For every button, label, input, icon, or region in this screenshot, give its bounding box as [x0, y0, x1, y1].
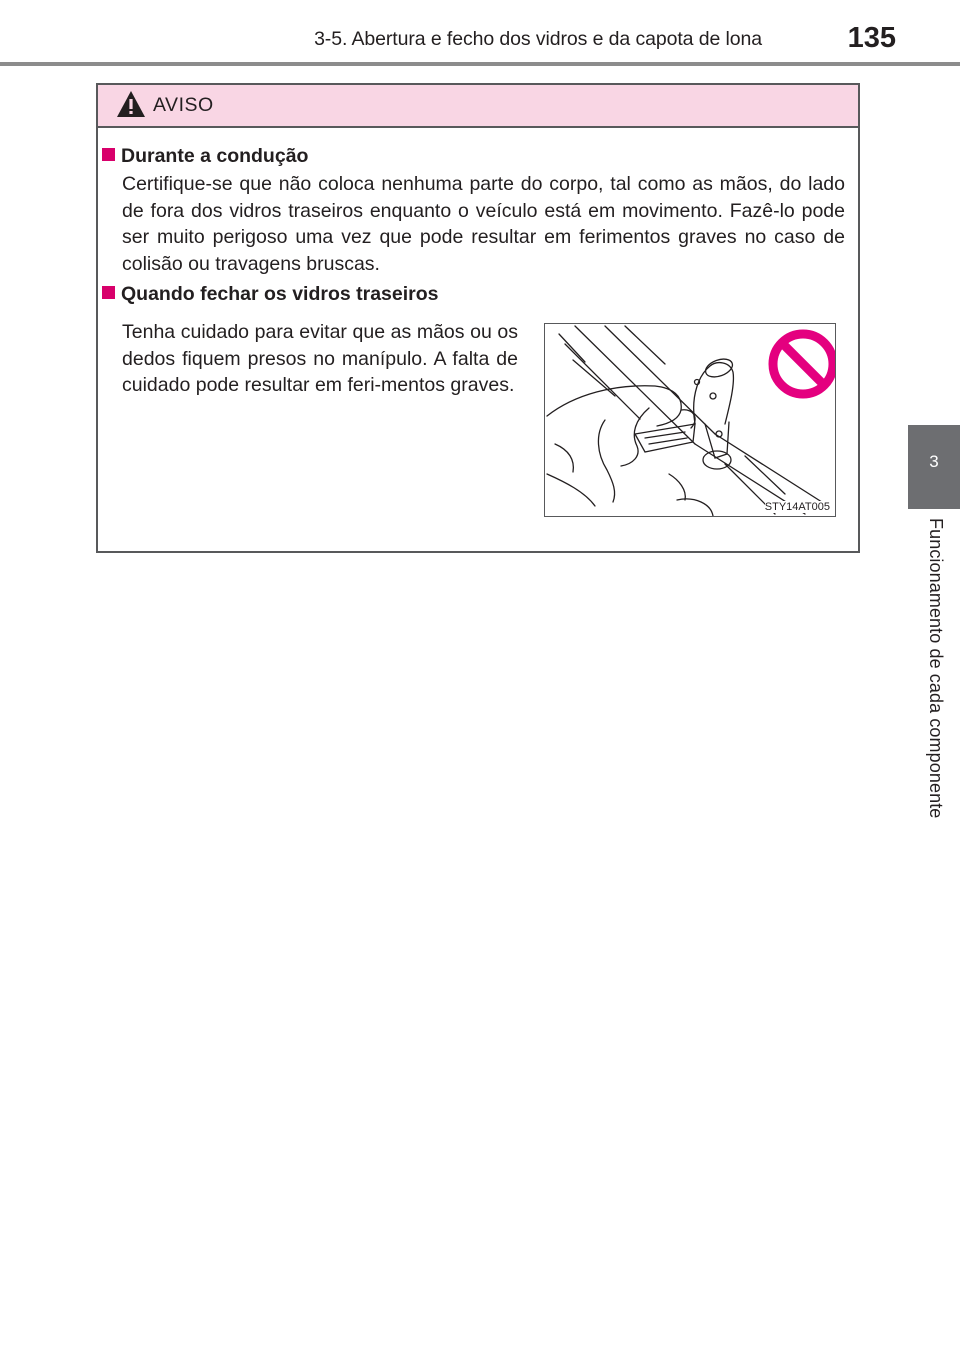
hand-handle-drawing	[545, 324, 836, 517]
section-body-driving: Certifique-se que não coloca nenhuma parte do corpo, tal como as mãos, do lado de fora dos vidros traseiros enquanto o veículo está em movimento. Fazê-lo pode ser muito perigoso uma vez que pode resultar em ferimentos graves no caso de colisão ou travagens bruscas.	[122, 173, 845, 275]
warning-header	[98, 85, 858, 128]
running-header-title: 3-5. Abertura e fecho dos vidros e da capota de lona	[314, 28, 762, 50]
prohibition-sign-icon	[773, 334, 833, 394]
illustration-hand-on-handle	[544, 323, 836, 517]
warning-box	[96, 83, 860, 553]
section-body-closing-windows: Tenha cuidado para evitar que as mãos ou os dedos fiquem presos no manípulo. A falta de cuidado pode resultar em feri-mentos graves.	[122, 321, 518, 396]
warning-label: AVISO	[153, 94, 214, 116]
figure-code: STY14AT005	[764, 501, 830, 513]
square-bullet-icon	[102, 148, 115, 161]
page-number: 135	[847, 22, 896, 54]
section-heading-text: Quando fechar os vidros traseiros	[121, 283, 439, 305]
section-heading-driving	[102, 145, 308, 168]
chapter-tab[interactable]	[908, 425, 960, 509]
warning-triangle-icon	[116, 90, 146, 118]
header-rule	[0, 62, 960, 66]
chapter-side-label: Funcionamento de cada componente	[926, 518, 946, 819]
square-bullet-icon	[102, 286, 115, 299]
section-heading-text: Durante a condução	[121, 145, 309, 167]
chapter-tab-number: 3	[929, 452, 939, 471]
section-heading-closing-windows	[102, 283, 439, 306]
